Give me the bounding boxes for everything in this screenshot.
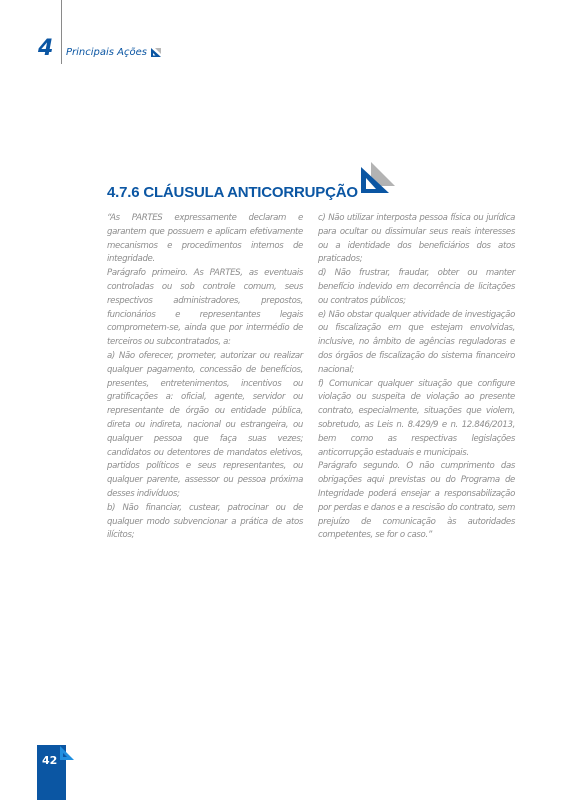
paragraph: “As PARTES expressamente declaram e garantem que possuem e aplicam efetivamente mecanismos e procedimentos internos de integridade. — [107, 213, 303, 265]
chapter-number: 4 — [38, 36, 54, 61]
triangle-ruler-icon — [58, 746, 76, 762]
paragraph: d) Não frustrar, fraudar, obter ou manter benefício indevido em decorrência de licitações ou contratos públicos; — [318, 268, 515, 306]
section-heading: 4.7.6 CLÁUSULA ANTICORRUPÇÃO — [107, 184, 358, 201]
paragraph: b) Não financiar, custear, patrocinar ou de qualquer modo subvencionar a prática de atos ilícitos; — [107, 502, 303, 541]
paragraph: f) Comunicar qualquer situação que configure violação ou suspeita de violação ao presente contrato, especialmente, situações que violem, sobretudo, as Leis n. 8.429/9 e n. 12.846/2013, bem como as respectivas legislações anticorrupção estaduais e municipais. — [318, 378, 515, 458]
right-column — [318, 212, 515, 543]
triangle-ruler-icon — [150, 47, 162, 58]
triangle-ruler-icon — [361, 162, 395, 193]
paragraph: a) Não oferecer, prometer, autorizar ou realizar qualquer pagamento, concessão de benefícios, presentes, entretenimentos, incentivos ou gratificações a: oficial, agente, servidor ou representante de órgão ou entidade pública, direta ou indireta, nacional ou estrangeira, ou qualquer pessoa que faça suas vezes; candidatos ou detentores de mandatos eletivos, partidos políticos e seus representantes, ou qualquer parente, assessor ou pessoa próxima desses indivíduos; — [107, 350, 303, 499]
header-divider — [61, 0, 62, 64]
paragraph: Parágrafo primeiro. As PARTES, as eventuais controladas ou sob controle comum, seus respectivos administradores, prepostos, funcionários e representantes legais comprometem-se, ainda que por intermédio de terceiros ou subcontratados, a: — [107, 268, 303, 348]
chapter-title: Principais Ações — [66, 47, 147, 58]
left-column — [107, 212, 303, 543]
page-number: 42 — [42, 754, 58, 767]
paragraph: e) Não obstar qualquer atividade de investigação ou fiscalização em que estejam envolvidas, inclusive, no âmbito de agências reguladoras e dos órgãos de fiscalização do sistema financeiro nacional; — [318, 309, 515, 375]
paragraph: c) Não utilizar interposta pessoa física ou jurídica para ocultar ou dissimular seus reais interesses ou a identidade dos beneficiários dos atos praticados; — [318, 213, 515, 265]
paragraph: Parágrafo segundo. O não cumprimento das obrigações aqui previstas ou do Programa de Integridade poderá ensejar a responsabilização por perdas e danos e a rescisão do contrato, sem prejuízo de comunicação às autoridades competentes, se for o caso.” — [318, 461, 515, 541]
